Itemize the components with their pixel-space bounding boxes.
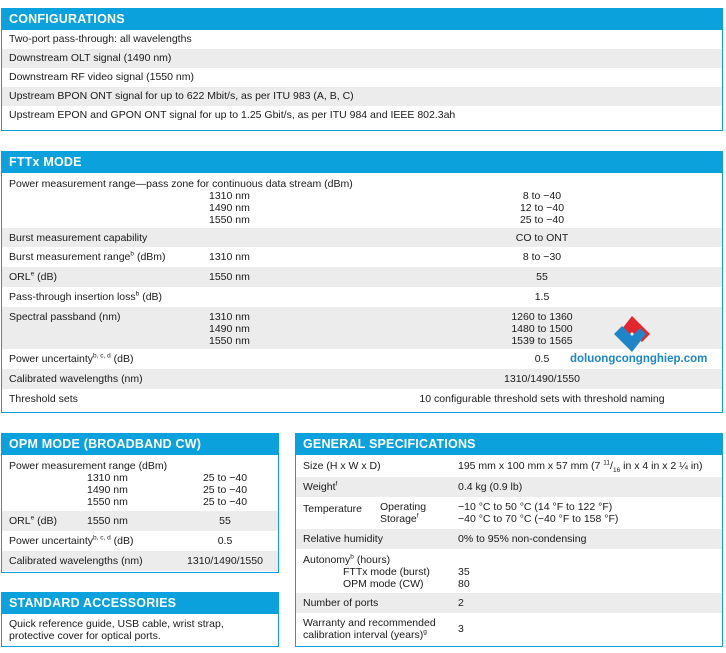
insertion-loss-unit: (dB) <box>139 291 163 303</box>
wavelength-label: 1550 nm <box>209 335 250 347</box>
footnote-marker: b <box>350 553 354 561</box>
fttx-insertion-loss-row <box>2 287 722 307</box>
burst-capability-label: Burst measurement capability <box>9 232 148 244</box>
accessories-line: protective cover for optical ports. <box>9 630 161 642</box>
threshold-label: Threshold sets <box>9 393 78 405</box>
wavelength-label: 1310 nm <box>209 190 250 202</box>
ports-row <box>296 593 722 613</box>
uncertainty-unit: (dB) <box>110 353 134 365</box>
autonomy-label: Autonomy <box>303 554 351 566</box>
warranty-label-cont: calibration interval (years) <box>303 629 424 641</box>
burst-range-wavelength: 1310 nm <box>209 251 250 263</box>
uncertainty-label: Power uncertainty <box>9 535 94 547</box>
config-row: Downstream RF video signal (1550 nm) <box>9 71 194 83</box>
burst-range-label: Burst measurement range <box>9 251 131 263</box>
config-row: Upstream EPON and GPON ONT signal for up to 1.25 Gbit/s, as per ITU 984 and IEEE 802.3ah <box>9 109 456 121</box>
opm-uncertainty-row <box>2 531 278 551</box>
passband-value: 1539 to 1565 <box>511 335 573 347</box>
fttx-title: FTTx MODE <box>2 152 722 173</box>
autonomy-unit: (hours) <box>353 554 391 566</box>
humidity-row <box>296 529 722 549</box>
humidity-value: 0% to 95% non-condensing <box>458 533 587 545</box>
autonomy-opm-value: 80 <box>458 578 470 590</box>
power-range-value: 12 to −40 <box>519 202 565 214</box>
size-value: 195 mm x 100 mm x 57 mm (7 <box>458 460 604 472</box>
fttx-power-range-row <box>2 173 722 228</box>
orl-label: ORL <box>9 515 31 527</box>
watermark-text: doluongcongnghiep.com <box>570 353 708 365</box>
wavelength-label: 1490 nm <box>209 202 250 214</box>
opm-power-range-row <box>2 455 278 511</box>
fttx-section <box>1 151 723 413</box>
power-range-value: 25 to −40 <box>519 214 565 226</box>
calibrated-value: 1310/1490/1550 <box>504 373 580 385</box>
fttx-threshold-row <box>2 389 722 409</box>
footnote-marker: b, c, d <box>93 352 111 360</box>
wavelength-label: 1490 nm <box>209 323 250 335</box>
orl-value: 55 <box>219 515 231 527</box>
fttx-burst-capability-row <box>2 228 722 247</box>
size-fraction-numerator: 11 <box>603 459 611 467</box>
fttx-power-range-label: Power measurement range—pass zone for continuous data stream (dBm) <box>9 178 353 190</box>
storage-value: −40 °C to 70 °C (−40 °F to 158 °F) <box>458 513 619 525</box>
uncertainty-label: Power uncertainty <box>9 353 94 365</box>
size-row: Size (H x W x D) 195 mm x 100 mm x 57 mm (7 $^{11}/_{16}$ in x 4 in x 2 ¼ in) <box>303 459 703 475</box>
autonomy-row <box>296 549 722 593</box>
orl-unit: (dB) <box>34 515 57 527</box>
config-row: Upstream BPON ONT signal for up to 622 Mbit/s, as per ITU 983 (A, B, C) <box>2 87 722 106</box>
wavelength-label: 1310 nm <box>87 472 128 484</box>
fttx-calibrated-row <box>2 369 722 389</box>
burst-range-unit: (dBm) <box>134 251 166 263</box>
threshold-value: 10 configurable threshold sets with threshold naming <box>419 393 665 405</box>
size-fraction-denominator: 16 <box>612 467 621 475</box>
footnote-marker: g <box>423 628 427 636</box>
temperature-label: Temperature <box>303 503 362 515</box>
footnote-marker: e <box>30 514 35 522</box>
configurations-section <box>1 8 723 131</box>
power-range-value: 25 to −40 <box>202 496 248 508</box>
footnote-marker: b <box>130 250 135 258</box>
orl-label: ORL <box>9 271 31 283</box>
burst-capability-value: CO to ONT <box>515 232 569 244</box>
orl-unit: (dB) <box>34 271 57 283</box>
uncertainty-unit: (dB) <box>110 535 134 547</box>
weight-value: 0.4 kg (0.9 lb) <box>458 481 523 493</box>
uncertainty-value: 0.5 <box>217 535 233 547</box>
fttx-orl-row <box>2 267 722 287</box>
accessories-title: STANDARD ACCESSORIES <box>2 593 278 614</box>
autonomy-fttx-value: 35 <box>458 566 470 578</box>
insertion-loss-label: Pass-through insertion loss <box>9 291 136 303</box>
accessories-section <box>1 592 279 647</box>
size-label: Size (H x W x D) <box>303 460 381 472</box>
passband-value: 1260 to 1360 <box>511 311 573 323</box>
fttx-burst-range-row <box>2 247 722 267</box>
opm-power-range-label: Power measurement range (dBm) <box>9 460 168 472</box>
temperature-row <box>296 497 722 529</box>
size-value-rest: in x 4 in x 2 ¼ in) <box>620 460 703 472</box>
warranty-label: Warranty and recommended <box>303 617 436 629</box>
wavelength-label: 1550 nm <box>209 214 250 226</box>
general-section <box>295 433 723 647</box>
storage-label: Storage <box>380 513 417 525</box>
footnote-marker: f <box>335 480 338 488</box>
calibrated-label: Calibrated wavelengths (nm) <box>9 373 143 385</box>
burst-range-value: 8 to −30 <box>522 251 562 263</box>
calibrated-label: Calibrated wavelengths (nm) <box>9 555 143 567</box>
passband-value: 1480 to 1500 <box>511 323 573 335</box>
accessories-line: Quick reference guide, USB cable, wrist strap, <box>9 618 224 630</box>
autonomy-fttx-label: FTTx mode (burst) <box>343 566 430 578</box>
power-range-value: 25 to −40 <box>202 484 248 496</box>
autonomy-opm-label: OPM mode (CW) <box>343 578 424 590</box>
wavelength-label: 1490 nm <box>87 484 128 496</box>
general-title: GENERAL SPECIFICATIONS <box>296 434 722 455</box>
opm-section <box>1 433 279 573</box>
passband-label: Spectral passband (nm) <box>9 311 121 323</box>
footnote-marker: b <box>135 290 140 298</box>
wavelength-label: 1550 nm <box>87 496 128 508</box>
footnote-marker: f <box>416 512 419 520</box>
power-range-value: 8 to −40 <box>522 190 562 202</box>
insertion-loss-value: 1.5 <box>534 291 550 303</box>
config-row: Downstream OLT signal (1490 nm) <box>2 49 722 68</box>
orl-value: 55 <box>536 271 548 283</box>
weight-row <box>296 477 722 497</box>
warranty-row <box>296 613 722 643</box>
footnote-marker: b, c, d <box>93 534 111 542</box>
config-row: Two-port pass-through: all wavelengths <box>9 33 192 45</box>
watermark-logo-icon <box>610 312 654 356</box>
wavelength-label: 1310 nm <box>209 311 250 323</box>
orl-wavelength: 1550 nm <box>209 271 250 283</box>
warranty-value: 3 <box>458 623 464 635</box>
opm-title: OPM MODE (BROADBAND CW) <box>2 434 278 455</box>
ports-label: Number of ports <box>303 597 379 609</box>
weight-label: Weight <box>303 481 336 493</box>
humidity-label: Relative humidity <box>303 533 383 545</box>
uncertainty-value: 0.5 <box>534 353 550 365</box>
opm-calibrated-row <box>2 551 278 571</box>
configurations-title: CONFIGURATIONS <box>2 9 722 30</box>
power-range-value: 25 to −40 <box>202 472 248 484</box>
opm-orl-row <box>2 511 278 531</box>
footnote-marker: e <box>30 270 35 278</box>
orl-wavelength: 1550 nm <box>87 515 128 527</box>
operating-label: Operating <box>380 501 427 513</box>
operating-value: −10 °C to 50 °C (14 °F to 122 °F) <box>458 501 613 513</box>
ports-value: 2 <box>458 597 464 609</box>
calibrated-value: 1310/1490/1550 <box>187 555 263 567</box>
